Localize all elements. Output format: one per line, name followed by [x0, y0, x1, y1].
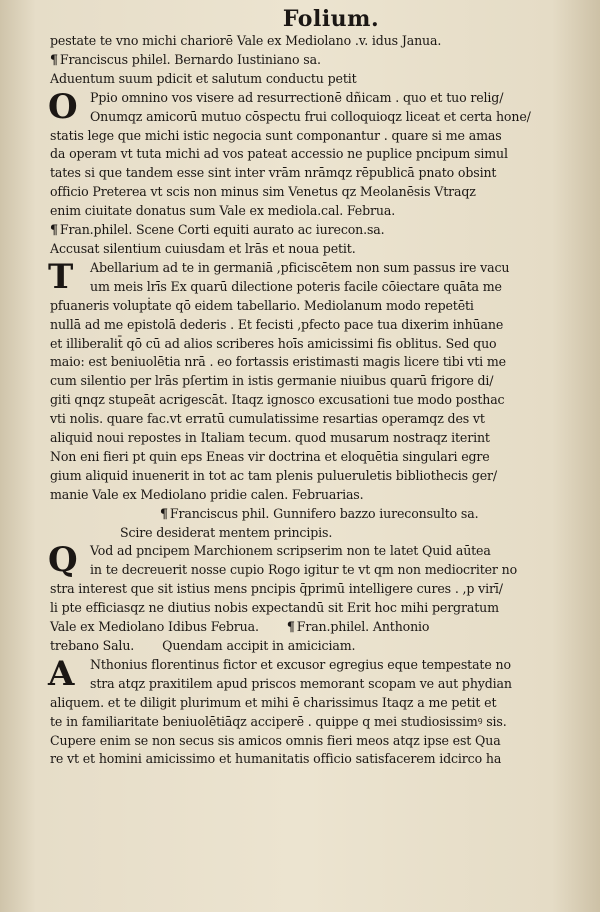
drop-initial: O — [48, 86, 78, 127]
pilcrow-mark: ¶ — [50, 51, 58, 67]
line-text: te in familiaritate beniuolētiāqz acciperē . quippe q mei studiosissimꝰ sis. — [50, 713, 507, 729]
line-text: Vod ad pncipem Marchionem scripserim non te latet Quid aūtea — [90, 543, 491, 559]
text-line — [50, 750, 582, 769]
line-text: trebano Salu. — [50, 638, 135, 653]
line-text: Franciscus phil. Gunnifero bazzo iureconsulto sa. — [169, 505, 479, 521]
line-text: li pte efficiasqz ne diutius nobis expectandū sit Erit hoc mihi pergratum — [50, 600, 499, 616]
text-line — [50, 145, 582, 164]
line-text: Nthonius florentinus fictor et excusor egregius eque tempestate no — [90, 656, 511, 672]
line-text: aliquem. et te diligit plurimum et mihi ē charissimus Itaqz a me petit et — [50, 694, 497, 710]
text-line — [50, 164, 582, 183]
text-line — [50, 429, 582, 448]
line-text: officio Preterea vt scis non minus sim Venetus qz Meolanēsis Vtraqz — [50, 184, 476, 200]
line-text: manie Vale ex Mediolano pridie calen. Februarias. — [50, 486, 364, 502]
line-text: Ppio omnino vos visere ad resurrectionē dñicam . quo et tuo relig/ — [90, 89, 504, 105]
line-text: statis lege que michi istic negocia sunt componantur . quare si me amas — [50, 127, 502, 143]
text-line — [50, 561, 582, 580]
text-line — [50, 183, 582, 202]
line-text: Non eni fieri pt quin eps Eneas vir doctrina et eloquētia singulari egre — [50, 448, 490, 464]
pilcrow-mark: ¶ — [160, 505, 168, 521]
text-line — [50, 675, 582, 694]
line-text: nullā ad me epistolā dederis . Et fecisti ,pfecto pace tua dixerim inhūane — [50, 316, 504, 332]
text-line — [50, 108, 582, 127]
text-line — [50, 448, 582, 467]
text-line — [50, 580, 582, 599]
text-line — [50, 486, 582, 505]
text-line — [50, 618, 582, 637]
pilcrow-mark: ¶ — [50, 222, 58, 238]
line-text: pestate te vno michi chariorē Vale ex Mediolano .v. idus Janua. — [50, 33, 442, 48]
line-text: giti qnqz stupeāt acrigescāt. Itaqz ignosco excusationi tue modo posthac — [50, 392, 505, 408]
line-text: Aduentum suum pdicit et salutum conductu petit — [50, 70, 357, 86]
drop-initial: T — [48, 256, 74, 297]
line-text: um meis lrīs Ex quarū dilectione poteris facile cōiectare quāta me — [90, 278, 502, 294]
text-line — [50, 372, 582, 391]
line-text: cum silentio per lrās pſertim in istis germanie niuibus quarū frigore di/ — [50, 373, 494, 389]
text-line — [50, 732, 582, 751]
text-line — [50, 391, 582, 410]
line-text: re vt et homini amicissimo et humanitatis officio satisfacerem idcirco ha — [50, 751, 502, 767]
text-line — [50, 240, 582, 259]
text-line — [50, 694, 582, 713]
text-line — [50, 505, 582, 524]
text-line — [50, 353, 582, 372]
line-text: Cupere enim se non secus sis amicos omnis fieri meos atqz ipse est Qua — [50, 732, 501, 748]
drop-initial: A — [48, 653, 75, 694]
text-line — [50, 410, 582, 429]
text-line — [50, 297, 582, 316]
line-text: Fran.philel. Scene Corti equiti aurato ac iurecon.sa. — [59, 222, 385, 238]
line-text: gium aliquid inuenerit in tot ac tam plenis pulueruletis bibliothecis ger/ — [50, 467, 497, 483]
running-head: Folium. — [282, 6, 380, 32]
line-text: enim ciuitate donatus sum Vale ex mediola.cal. Februa. — [50, 203, 396, 219]
text-line — [50, 599, 582, 618]
line-text: pfuaneris volupṫate qō eidem tabellario. Mediolanum modo repetēti — [50, 297, 474, 313]
line-text: vti nolis. quare fac.vt erratū cumulatissime resartias operamqz des vt — [50, 411, 485, 427]
line-text: Accusat silentium cuiusdam et lrās et noua petit. — [50, 240, 356, 256]
text-line — [50, 278, 582, 297]
line-text: Abellarium ad te in germaniā ,pficiscētem non sum passus ire vacu — [90, 259, 510, 275]
text-line — [50, 70, 582, 89]
line-text: et illiberalit̄ qō cū ad alios scriberes hoīs amicissimi fis oblitus. Sed quo — [50, 335, 497, 351]
text-line — [50, 221, 582, 240]
line-text: Franciscus philel. Bernardo Iustiniano sa. — [59, 51, 321, 67]
line-text: Vale ex Mediolano Idibus Februa. — [50, 619, 259, 635]
line-text: Onumqz amicorū mutuo cōspectu frui colloquioqz liceat et certa hone/ — [90, 108, 531, 124]
text-line — [50, 713, 582, 732]
text-line — [50, 51, 582, 70]
text-line — [50, 316, 582, 335]
line-text-continued: Fran.philel. Anthonio — [296, 619, 430, 635]
line-text: aliquid noui repostes in Italiam tecum. quod musarum nostraqz iterint — [50, 430, 490, 446]
text-line — [50, 467, 582, 486]
drop-initial: Q — [48, 540, 78, 581]
line-text: stra interest que sit istius mens pncipis q̄primū intelligere cures . ,p virī/ — [50, 581, 503, 597]
text-block — [50, 32, 582, 769]
line-text: Scire desiderat mentem principis. — [120, 524, 333, 540]
text-line — [50, 637, 582, 656]
line-text: in te decreuerit nosse cupio Rogo igitur te vt qm non mediocriter no — [90, 562, 518, 578]
line-text: maio: est beniuolētia nrā . eo fortassis eristimasti magis licere tibi vti me — [50, 354, 506, 370]
line-text-continued: Quendam accipit in amiciciam. — [162, 638, 356, 653]
text-line — [50, 335, 582, 354]
line-text: tates si que tandem esse sint inter vrām nrāmqz rēpublicā pnato obsint — [50, 165, 497, 181]
pilcrow-mark: ¶ — [286, 619, 295, 635]
text-line — [50, 524, 582, 543]
line-text: stra atqz praxitilem apud priscos memorant scopam ve aut phydian — [90, 675, 512, 691]
text-line — [50, 127, 582, 146]
text-line — [50, 32, 582, 51]
line-text: da operam vt tuta michi ad vos pateat accessio ne puplice pncipum simul — [50, 146, 508, 162]
text-line — [50, 202, 582, 221]
